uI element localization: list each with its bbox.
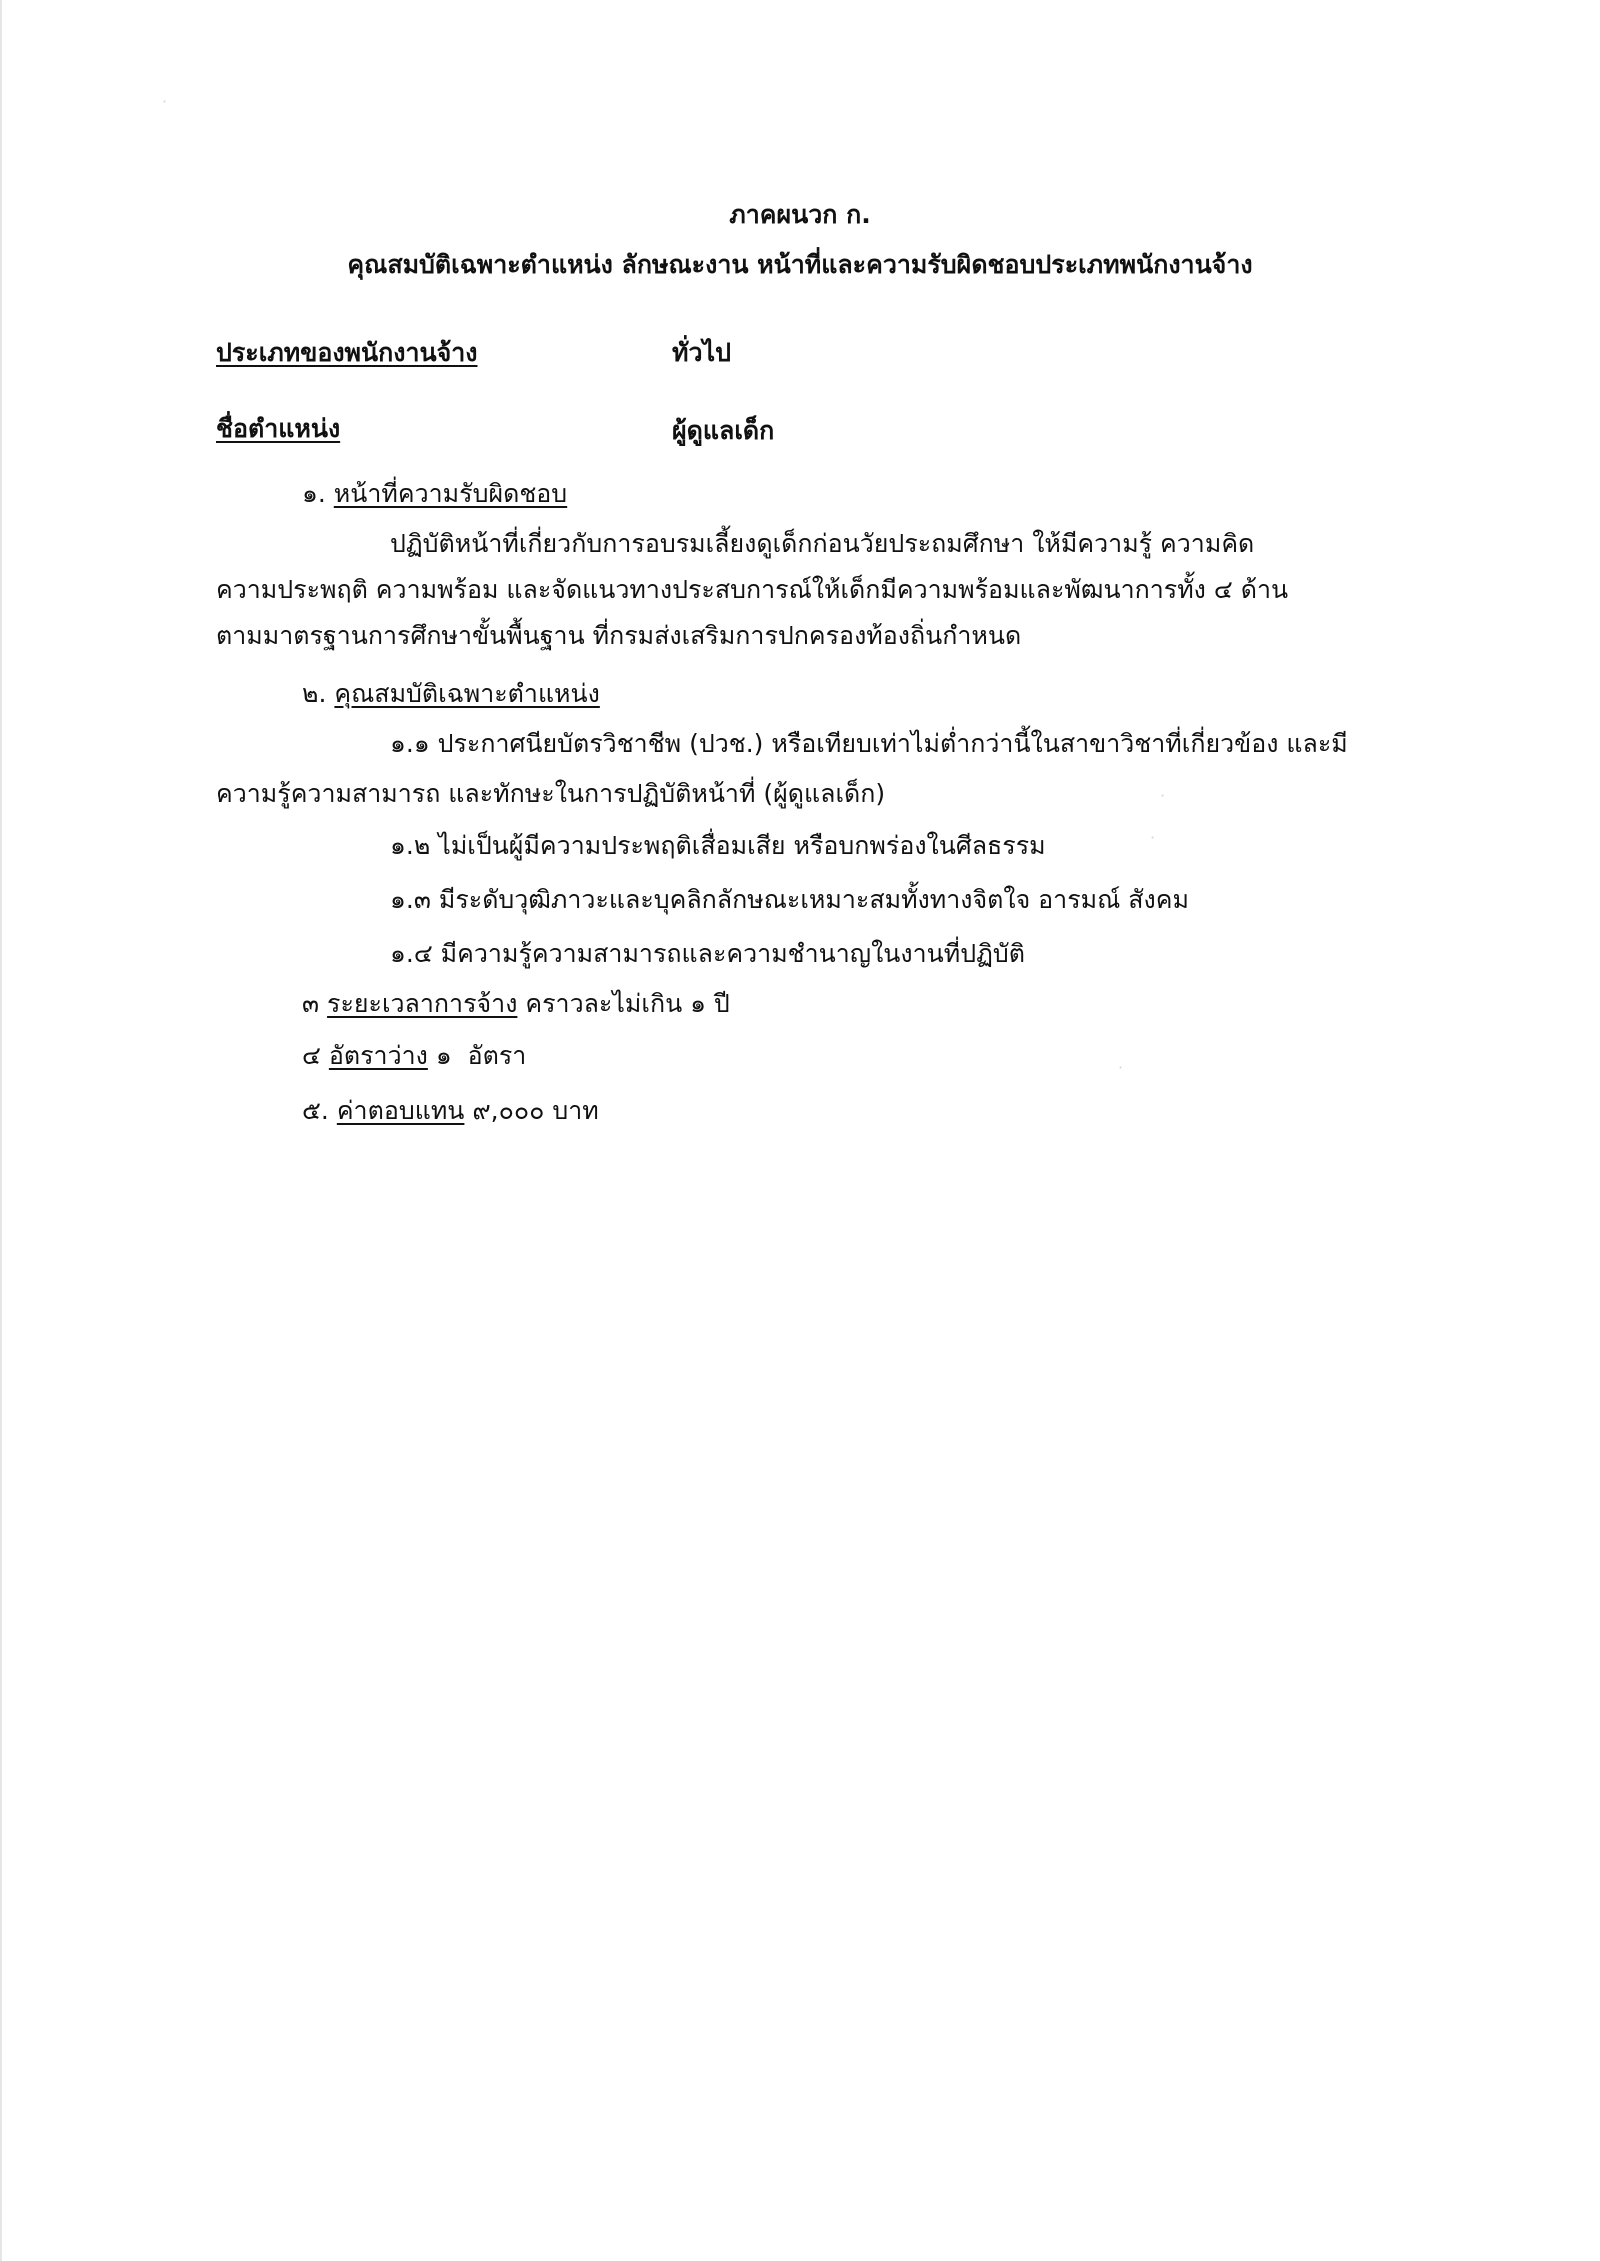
section5-number: ๕. [302, 1096, 329, 1125]
section2-number: ๒. [302, 679, 327, 708]
section2-item-1-4: ๑.๔ มีความรู้ความสามารถและความชำนาญในงานที่ปฏิบัติ [390, 939, 1025, 968]
section2-item-1-3: ๑.๓ มีระดับวุฒิภาวะและบุคลิกลักษณะเหมาะสมทั้งทางจิตใจ อารมณ์ สังคม [390, 885, 1189, 914]
section4-title: อัตราว่าง [328, 1041, 428, 1070]
section1-heading [302, 477, 567, 511]
section1-number: ๑. [302, 479, 326, 508]
section4-row [302, 1039, 526, 1073]
section4-number: ๔ [302, 1041, 321, 1070]
scan-speck: · [1118, 1058, 1124, 1077]
employee-type-label: ประเภทของพนักงานจ้าง [216, 338, 478, 367]
document-title: ภาคผนวก ก. [729, 200, 871, 229]
document-subtitle: คุณสมบัติเฉพาะตำแหน่ง ลักษณะงาน หน้าที่และความรับผิดชอบประเภทพนักงานจ้าง [347, 250, 1253, 279]
position-value: ผู้ดูแลเด็ก [672, 416, 775, 445]
section1-line-2: ความประพฤติ ความพร้อม และจัดแนวทางประสบการณ์ให้เด็กมีความพร้อมและพัฒนาการทั้ง ๔ ด้าน [216, 575, 1289, 604]
section1-title: หน้าที่ความรับผิดชอบ [333, 479, 568, 508]
section2-item-1-1: ๑.๑ ประกาศนียบัตรวิชาชีพ (ปวช.) หรือเทียบเท่าไม่ต่ำกว่านี้ในสาขาวิชาที่เกี่ยวข้อง และมี [390, 729, 1348, 758]
scan-edge [0, 0, 2, 2261]
scan-speck: · [1150, 828, 1156, 847]
section3-title: ระยะเวลาการจ้าง [327, 989, 518, 1018]
scan-speck: · [1160, 786, 1166, 805]
section1-line-3: ตามมาตรฐานการศึกษาขั้นพื้นฐาน ที่กรมส่งเสริมการปกครองท้องถิ่นกำหนด [216, 621, 1022, 650]
section2-item-1-2: ๑.๒ ไม่เป็นผู้มีความประพฤติเสื่อมเสีย หรือบกพร่องในศีลธรรม [390, 831, 1046, 860]
scan-speck: · [162, 92, 168, 111]
section1-line-1: ปฏิบัติหน้าที่เกี่ยวกับการอบรมเลี้ยงดูเด็กก่อนวัยประถมศึกษา ให้มีความรู้ ความคิด [390, 529, 1255, 558]
section5-row [302, 1094, 599, 1128]
section3-number: ๓ [302, 989, 320, 1018]
section2-title: คุณสมบัติเฉพาะตำแหน่ง [334, 679, 600, 708]
section3-value: คราวละไม่เกิน ๑ ปี [525, 989, 730, 1018]
section2-item-1-1-cont: ความรู้ความสามารถ และทักษะในการปฏิบัติหน้าที่ (ผู้ดูแลเด็ก) [216, 779, 886, 808]
section5-value: ๙,๐๐๐ บาท [472, 1096, 599, 1125]
section2-heading [302, 677, 600, 711]
section4-value: ๑ อัตรา [435, 1041, 527, 1070]
position-label: ชื่อตำแหน่ง [216, 414, 341, 443]
section5-title: ค่าตอบแทน [336, 1096, 465, 1125]
employee-type-value: ทั่วไป [672, 338, 731, 367]
section3-row [302, 987, 730, 1021]
